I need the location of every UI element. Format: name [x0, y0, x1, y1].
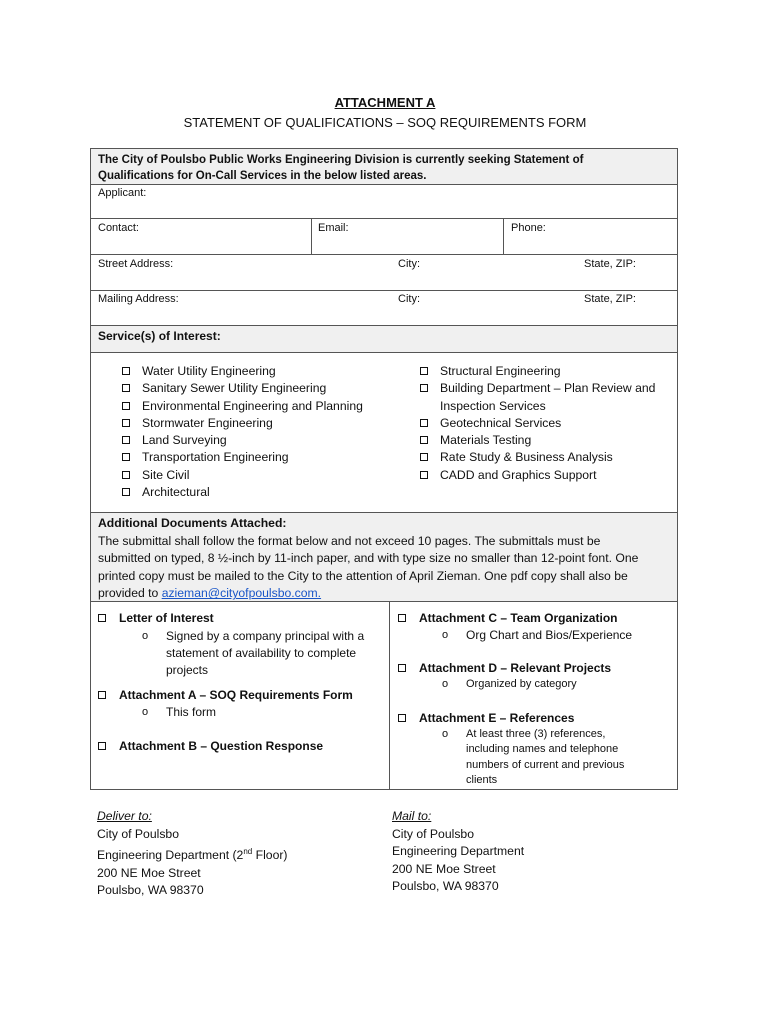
attachment-item[interactable]: Attachment D – Relevant Projects — [398, 660, 673, 677]
services-row — [91, 353, 677, 513]
paragraph-line: printed copy must be mailed to the City to the attention of April Zieman. One pdf copy shall also be — [98, 568, 628, 583]
document-subtitle: STATEMENT OF QUALIFICATIONS – SOQ REQUIREMENTS FORM — [183, 115, 587, 130]
service-item[interactable]: Stormwater Engineering — [122, 415, 392, 432]
state-zip-label: State, ZIP: — [584, 293, 636, 305]
address-line: 200 NE Moe Street — [392, 861, 496, 876]
attachment-item[interactable]: Attachment C – Team Organization — [398, 610, 673, 627]
mailing-address-label: Mailing Address: — [98, 293, 179, 305]
attachment-detail: o Org Chart and Bios/Experience — [442, 628, 633, 642]
service-item[interactable]: Geotechnical Services — [420, 415, 670, 432]
intro-text — [98, 152, 583, 184]
checkbox[interactable] — [398, 714, 406, 722]
divider — [389, 602, 390, 789]
contact-label: Contact: — [98, 222, 139, 234]
attachments-row — [91, 602, 677, 789]
attachment-detail: o At least three (3) references, including names and telephone numbers of current and previous clients — [442, 727, 625, 786]
attachment-item[interactable]: Letter of Interest — [98, 610, 383, 627]
checkbox[interactable] — [122, 384, 130, 392]
services-heading: Service(s) of Interest: — [98, 329, 221, 343]
document-title: ATTACHMENT A — [334, 95, 436, 110]
contact-row — [91, 219, 677, 255]
applicant-row[interactable] — [91, 185, 677, 219]
intro-row — [91, 149, 677, 185]
intro-line-1: The City of Poulsbo Public Works Engineering Division is currently seeking Statement of — [98, 154, 584, 166]
additional-docs-row — [91, 513, 677, 602]
address-line: Engineering Department (2nd Floor) — [97, 847, 288, 863]
checkbox[interactable] — [122, 436, 130, 444]
checkbox[interactable] — [98, 691, 106, 699]
attachment-detail: o This form — [142, 705, 217, 719]
street-row[interactable] — [91, 255, 677, 291]
checkbox[interactable] — [122, 402, 130, 410]
checkbox[interactable] — [122, 471, 130, 479]
paragraph-line: submitted on typed, 8 ½-inch by 11-inch paper, and with type size no smaller than 12-point font. One — [98, 551, 639, 566]
phone-label: Phone: — [511, 222, 546, 234]
address-line: City of Poulsbo — [392, 826, 474, 841]
service-item[interactable]: Water Utility Engineering — [122, 363, 392, 380]
service-item[interactable]: Transportation Engineering — [122, 449, 392, 466]
checkbox[interactable] — [98, 614, 106, 622]
mail-to-block — [392, 808, 524, 896]
attachment-item[interactable]: Attachment E – References — [398, 710, 673, 727]
checkbox[interactable] — [420, 384, 428, 392]
checkbox[interactable] — [122, 419, 130, 427]
service-item[interactable]: Sanitary Sewer Utility Engineering — [122, 380, 392, 397]
attachment-detail: o Organized by category — [442, 678, 577, 690]
checkbox[interactable] — [420, 471, 428, 479]
deliver-to-block — [97, 808, 287, 900]
address-line: Poulsbo, WA 98370 — [392, 879, 499, 893]
checkbox[interactable] — [122, 453, 130, 461]
divider — [503, 219, 504, 254]
attachment-item[interactable]: Attachment B – Question Response — [98, 738, 383, 755]
additional-docs-heading: Additional Documents Attached: — [98, 516, 287, 530]
city-label: City: — [398, 258, 420, 270]
checkbox[interactable] — [398, 614, 406, 622]
mail-heading: Mail to: — [392, 809, 432, 823]
deliver-heading: Deliver to: — [97, 809, 152, 823]
service-item[interactable]: Land Surveying — [122, 432, 392, 449]
state-zip-label: State, ZIP: — [584, 258, 636, 270]
address-line: City of Poulsbo — [97, 826, 179, 841]
divider — [311, 219, 312, 254]
email-link[interactable]: azieman@cityofpoulsbo.com. — [161, 586, 322, 601]
address-line: Poulsbo, WA 98370 — [97, 883, 204, 898]
intro-line-2: Qualifications for On-Call Services in the below listed areas. — [98, 170, 427, 182]
street-address-label: Street Address: — [98, 258, 174, 270]
paragraph-line: The submittal shall follow the format below and not exceed 10 pages. The submittals must be — [98, 533, 601, 548]
checkbox[interactable] — [420, 436, 428, 444]
service-item[interactable]: Rate Study & Business Analysis — [420, 449, 670, 466]
attachments-right — [398, 610, 673, 789]
email-label: Email: — [318, 222, 349, 234]
mailing-row[interactable] — [91, 291, 677, 326]
checkbox[interactable] — [420, 453, 428, 461]
applicant-label: Applicant: — [98, 187, 147, 199]
attachment-item[interactable]: Attachment A – SOQ Requirements Form — [98, 687, 383, 704]
paragraph-line: provided to azieman@cityofpoulsbo.com. — [98, 586, 322, 601]
checkbox[interactable] — [420, 367, 428, 375]
service-item[interactable]: Building Department – Plan Review and Inspection Services — [420, 380, 670, 415]
services-left-list — [122, 363, 392, 501]
service-item[interactable]: Architectural — [122, 484, 392, 501]
soq-form — [90, 148, 678, 790]
additional-docs-text — [98, 515, 673, 603]
checkbox[interactable] — [122, 367, 130, 375]
services-heading-row — [91, 326, 677, 353]
checkbox[interactable] — [98, 742, 106, 750]
service-item[interactable]: CADD and Graphics Support — [420, 467, 670, 484]
checkbox[interactable] — [398, 664, 406, 672]
checkbox[interactable] — [420, 419, 428, 427]
city-label: City: — [398, 293, 420, 305]
attachment-detail: o Signed by a company principal with a statement of availability to complete projects — [142, 629, 365, 677]
attachments-left — [98, 610, 383, 755]
address-line: Engineering Department — [392, 844, 525, 858]
service-item[interactable]: Materials Testing — [420, 432, 670, 449]
service-item[interactable]: Structural Engineering — [420, 363, 670, 380]
services-right-list — [420, 363, 670, 484]
address-line: 200 NE Moe Street — [97, 865, 201, 880]
service-item[interactable]: Site Civil — [122, 467, 392, 484]
service-item[interactable]: Environmental Engineering and Planning — [122, 398, 392, 415]
checkbox[interactable] — [122, 488, 130, 496]
